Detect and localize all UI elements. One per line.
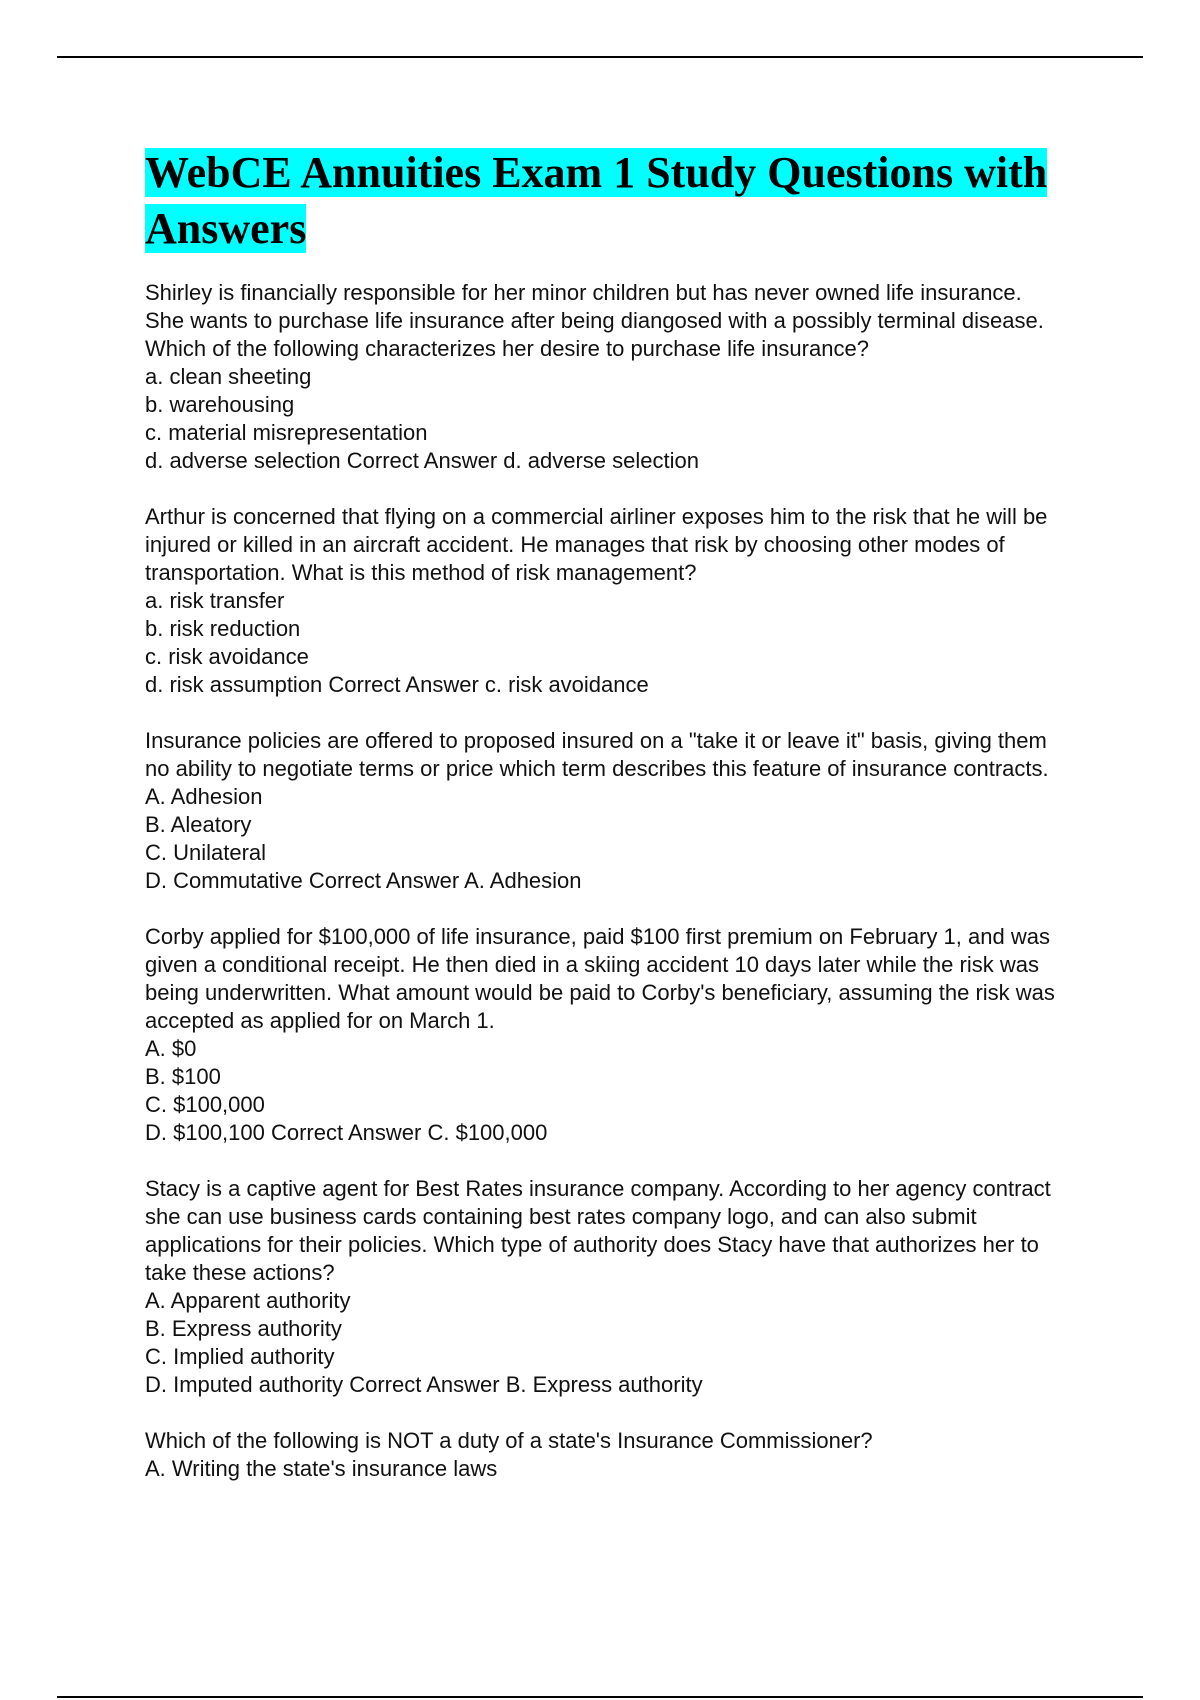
document-title [145, 145, 1065, 257]
title-highlight: WebCE Annuities Exam 1 Study Questions with Answers [145, 148, 1048, 253]
answer-option: b. risk reduction [145, 616, 301, 641]
question-3 [145, 727, 1065, 895]
question-prompt: Stacy is a captive agent for Best Rates insurance company. According to her agency contract she can use business cards containing best rates company logo, and can also submit applications for their policies. Which type of authority does Stacy have that authorizes her to take these actions? [145, 1176, 1051, 1285]
answer-option: A. Apparent authority [145, 1288, 351, 1313]
question-prompt: Arthur is concerned that flying on a commercial airliner exposes him to the risk that he will be injured or killed in an aircraft accident. He manages that risk by choosing other modes of transportation. What is this method of risk management? [145, 504, 1048, 585]
answer-option: B. $100 [145, 1064, 221, 1089]
answer-option: A. Adhesion [145, 784, 263, 809]
answer-option: B. Express authority [145, 1316, 342, 1341]
answer-option-with-correct-answer: D. $100,100 Correct Answer C. $100,000 [145, 1120, 548, 1145]
answer-option: A. $0 [145, 1036, 197, 1061]
answer-option-with-correct-answer: d. adverse selection Correct Answer d. adverse selection [145, 448, 699, 473]
answer-option: a. risk transfer [145, 588, 285, 613]
header-rule [57, 56, 1143, 58]
answer-option: a. clean sheeting [145, 364, 312, 389]
question-prompt: Which of the following is NOT a duty of a state's Insurance Commissioner? [145, 1428, 873, 1453]
answer-option-with-correct-answer: D. Imputed authority Correct Answer B. Express authority [145, 1372, 703, 1397]
footer-rule [57, 1696, 1143, 1698]
question-2 [145, 503, 1065, 699]
answer-option: C. $100,000 [145, 1092, 265, 1117]
question-prompt: Insurance policies are offered to proposed insured on a "take it or leave it" basis, giving them no ability to negotiate terms or price which term describes this feature of insurance contracts. [145, 728, 1049, 781]
document-body [145, 145, 1065, 1511]
question-4 [145, 923, 1065, 1147]
question-1 [145, 279, 1065, 475]
answer-option-with-correct-answer: d. risk assumption Correct Answer c. risk avoidance [145, 672, 649, 697]
answer-option: c. material misrepresentation [145, 420, 428, 445]
answer-option: C. Implied authority [145, 1344, 335, 1369]
question-5 [145, 1175, 1065, 1399]
answer-option: B. Aleatory [145, 812, 252, 837]
answer-option-with-correct-answer: D. Commutative Correct Answer A. Adhesion [145, 868, 582, 893]
answer-option: C. Unilateral [145, 840, 267, 865]
answer-option: b. warehousing [145, 392, 295, 417]
question-6 [145, 1427, 1065, 1483]
question-prompt: Corby applied for $100,000 of life insurance, paid $100 first premium on February 1, and was given a conditional receipt. He then died in a skiing accident 10 days later while the risk was being underwritten. What amount would be paid to Corby's beneficiary, assuming the risk was accepted as applied for on March 1. [145, 924, 1055, 1033]
answer-option: c. risk avoidance [145, 644, 309, 669]
answer-option: A. Writing the state's insurance laws [145, 1456, 498, 1481]
question-prompt: Shirley is financially responsible for her minor children but has never owned life insurance. She wants to purchase life insurance after being diangosed with a possibly terminal disease. Which of the following characterizes her desire to purchase life insurance? [145, 280, 1044, 361]
